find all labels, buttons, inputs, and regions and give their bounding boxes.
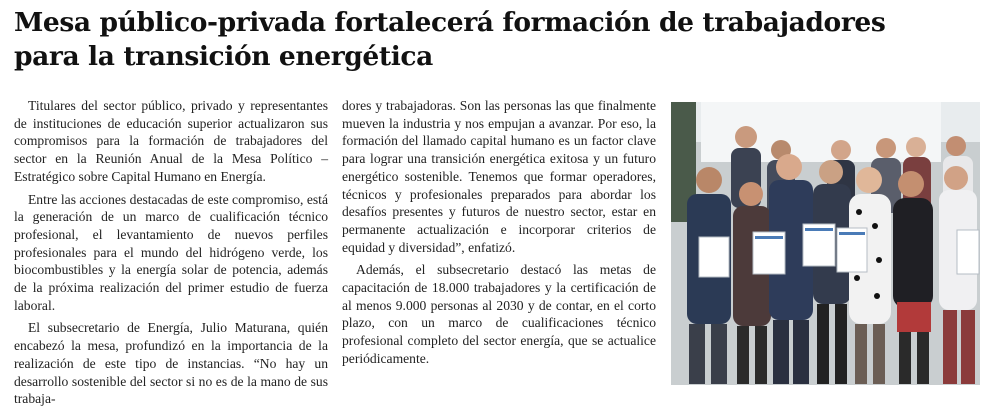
paragraph-actions: Entre las acciones destacadas de este compromiso, está la generación de un marco de cualificación técnico profesional, el levantamiento de nuevos perfiles profesionales para el mundo del hidrógeno verde, los biocombustibles y la energía solar de potencia, además de la próxima realización del primer estudio de fuerza laboral. (14, 191, 328, 313)
group-photo (671, 102, 980, 385)
paragraph-goals: Además, el subsecretario destacó las metas de capacitación de 18.000 trabajadores y la certificación de al menos 9.000 personas al 2030 y de contar, en el corto plazo, con un marco de cualificaciones técnico profesional completo del sector energía, que se actualice periódicamente. (342, 262, 656, 366)
group-photo-illustration (671, 102, 980, 385)
article-headline (14, 6, 994, 74)
headline-line-1: Mesa público-privada fortalecerá formación de trabajadores (14, 7, 886, 38)
headline-line-2: para la transición energética (14, 41, 433, 72)
paragraph-intro: Titulares del sector público, privado y representantes de instituciones de educación superior actualizaron sus compromisos para la formación de trabajadores del sector en la Reunión Anual de la Mesa Político – Estratégico sobre Capital Humano en Energía. (14, 98, 328, 184)
paragraph-quote-continued: dores y trabajadoras. Son las personas las que finalmente mueven la industria y nos empujan a avanzar. Por eso, la formación del llamado capital humano es un factor clave para lograr una transición energética exitosa y un futuro energético sostenible. Tenemos que formar operadores, técnicos y profesionales preparados para abordar los desafíos presentes y futuros de nuestro sector, estar en permanente actualización e incorporar criterios de equidad y diversidad”, enfatizó. (342, 98, 656, 255)
article-column-1 (14, 97, 328, 413)
article-column-2 (342, 97, 656, 373)
paragraph-quote-start: El subsecretario de Energía, Julio Maturana, quién encabezó la mesa, profundizó en la importancia de la realización de este tipo de instancias. “No hay un desarrollo sostenible del sector si no es de la mano de sus trabaja- (14, 320, 328, 407)
